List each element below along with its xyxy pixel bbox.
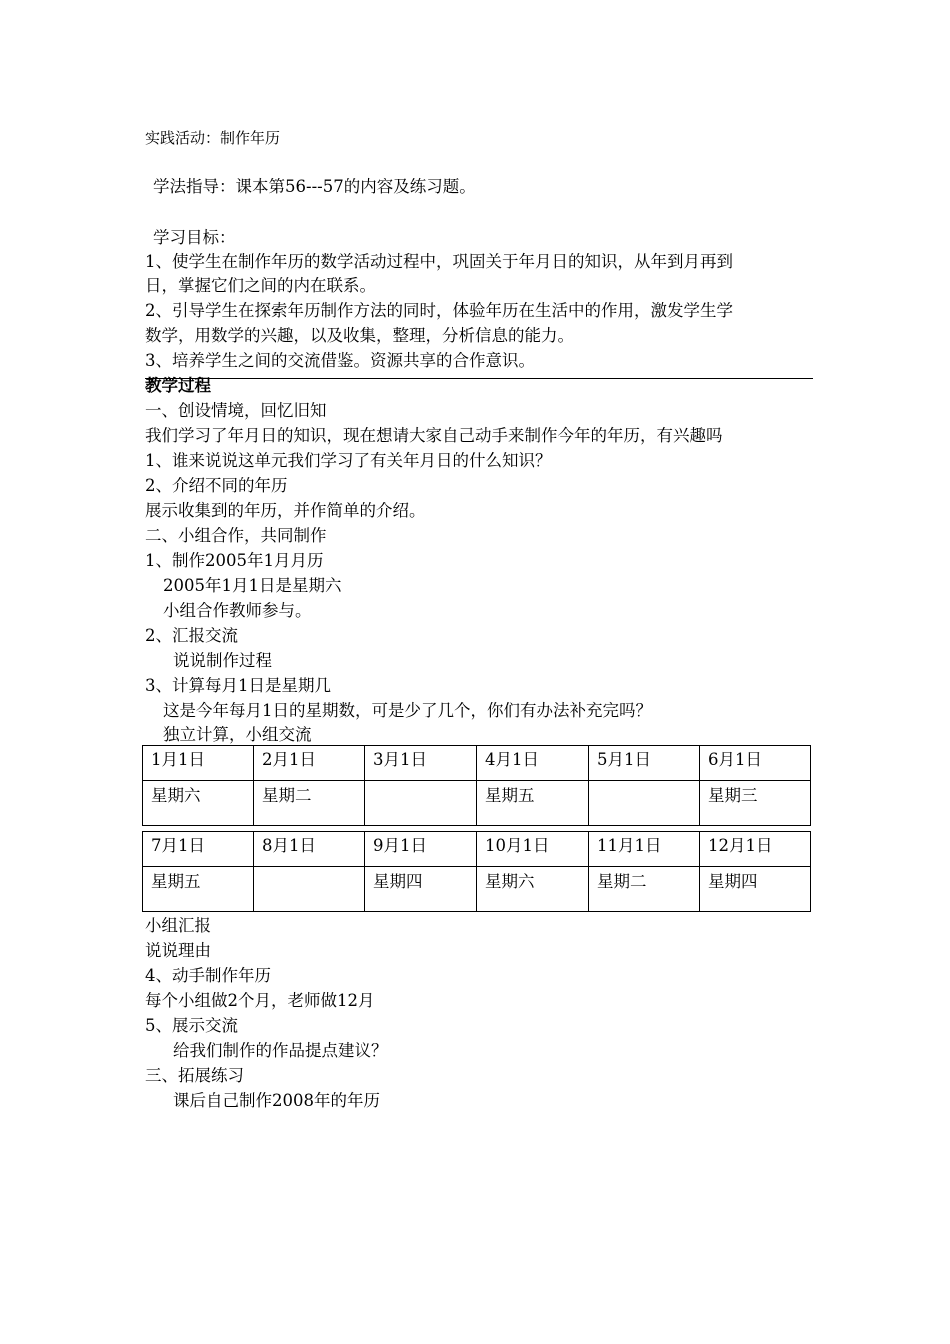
section1-line-1: 我们学习了年月日的知识，现在想请大家自己动手来制作今年的年历，有兴趣吗: [145, 426, 723, 445]
goal-line-2: 日，掌握它们之间的内在联系。: [145, 276, 376, 295]
date-cell: 5月1日: [589, 746, 700, 781]
date-cell: 6月1日: [700, 746, 811, 781]
table-row: [143, 781, 811, 826]
section1-line-2: 1、谁来说说这单元我们学习了有关年月日的什么知识？: [145, 451, 552, 470]
goal-line-3: 2、引导学生在探索年历制作方法的同时，体验年历在生活中的作用，激发学生学: [145, 301, 733, 320]
section2-title: 二、小组合作，共同制作: [145, 526, 327, 545]
step3-detail-a: 这是今年每月1日的星期数，可是少了几个，你们有办法补充完吗？: [163, 701, 652, 720]
calendar-table-second-half: [142, 831, 811, 912]
process-title: 教学过程: [145, 376, 211, 395]
group-report: 小组汇报: [145, 916, 211, 935]
section3-line: 课后自己制作2008年的年历: [173, 1091, 380, 1110]
date-cell: 3月1日: [365, 746, 477, 781]
step1-detail-a: 2005年1月1日是星期六: [163, 576, 342, 595]
weekday-cell: [589, 781, 700, 826]
weekday-cell: 星期二: [254, 781, 365, 826]
step3: 3、计算每月1日是星期几: [145, 676, 331, 695]
section3-title: 三、拓展练习: [145, 1066, 244, 1085]
weekday-cell: [254, 867, 365, 912]
weekday-cell: 星期二: [589, 867, 700, 912]
table-row: [143, 867, 811, 912]
date-cell: 8月1日: [254, 832, 365, 867]
weekday-cell: 星期五: [143, 867, 254, 912]
weekday-cell: 星期四: [365, 867, 477, 912]
goals-title: 学习目标：: [153, 228, 236, 247]
date-cell: 10月1日: [477, 832, 589, 867]
step2-detail: 说说制作过程: [173, 651, 272, 670]
section1-title: 一、创设情境，回忆旧知: [145, 401, 327, 420]
goal-line-4: 数学，用数学的兴趣，以及收集，整理，分析信息的能力。: [145, 326, 574, 345]
weekday-cell: 星期三: [700, 781, 811, 826]
table-row: [143, 832, 811, 867]
weekday-cell: 星期四: [700, 867, 811, 912]
step3-detail-b: 独立计算，小组交流: [163, 725, 312, 744]
date-cell: 9月1日: [365, 832, 477, 867]
section1-line-4: 展示收集到的年历，并作简单的介绍。: [145, 501, 426, 520]
step1-detail-b: 小组合作教师参与。: [163, 601, 312, 620]
weekday-cell: 星期六: [477, 867, 589, 912]
table-row: [143, 746, 811, 781]
calendar-table-first-half: [142, 745, 811, 826]
study-guide: 学法指导：课本第56---57的内容及练习题。: [153, 177, 476, 196]
section-divider: [145, 378, 813, 379]
weekday-cell: [365, 781, 477, 826]
goal-line-5: 3、培养学生之间的交流借鉴。资源共享的合作意识。: [145, 351, 535, 370]
header-title: 实践活动：制作年历: [145, 129, 281, 147]
step2: 2、汇报交流: [145, 626, 238, 645]
weekday-cell: 星期五: [477, 781, 589, 826]
section1-line-3: 2、介绍不同的年历: [145, 476, 288, 495]
date-cell: 11月1日: [589, 832, 700, 867]
date-cell: 1月1日: [143, 746, 254, 781]
explain-reason: 说说理由: [145, 941, 211, 960]
step5-detail: 给我们制作的作品提点建议？: [173, 1041, 388, 1060]
date-cell: 4月1日: [477, 746, 589, 781]
step5: 5、展示交流: [145, 1016, 238, 1035]
step4: 4、动手制作年历: [145, 966, 271, 985]
weekday-cell: 星期六: [143, 781, 254, 826]
step4-detail: 每个小组做2个月，老师做12月: [145, 991, 375, 1010]
date-cell: 7月1日: [143, 832, 254, 867]
date-cell: 2月1日: [254, 746, 365, 781]
goal-line-1: 1、使学生在制作年历的数学活动过程中，巩固关于年月日的知识，从年到月再到: [145, 252, 733, 271]
step1: 1、制作2005年1月月历: [145, 551, 324, 570]
date-cell: 12月1日: [700, 832, 811, 867]
